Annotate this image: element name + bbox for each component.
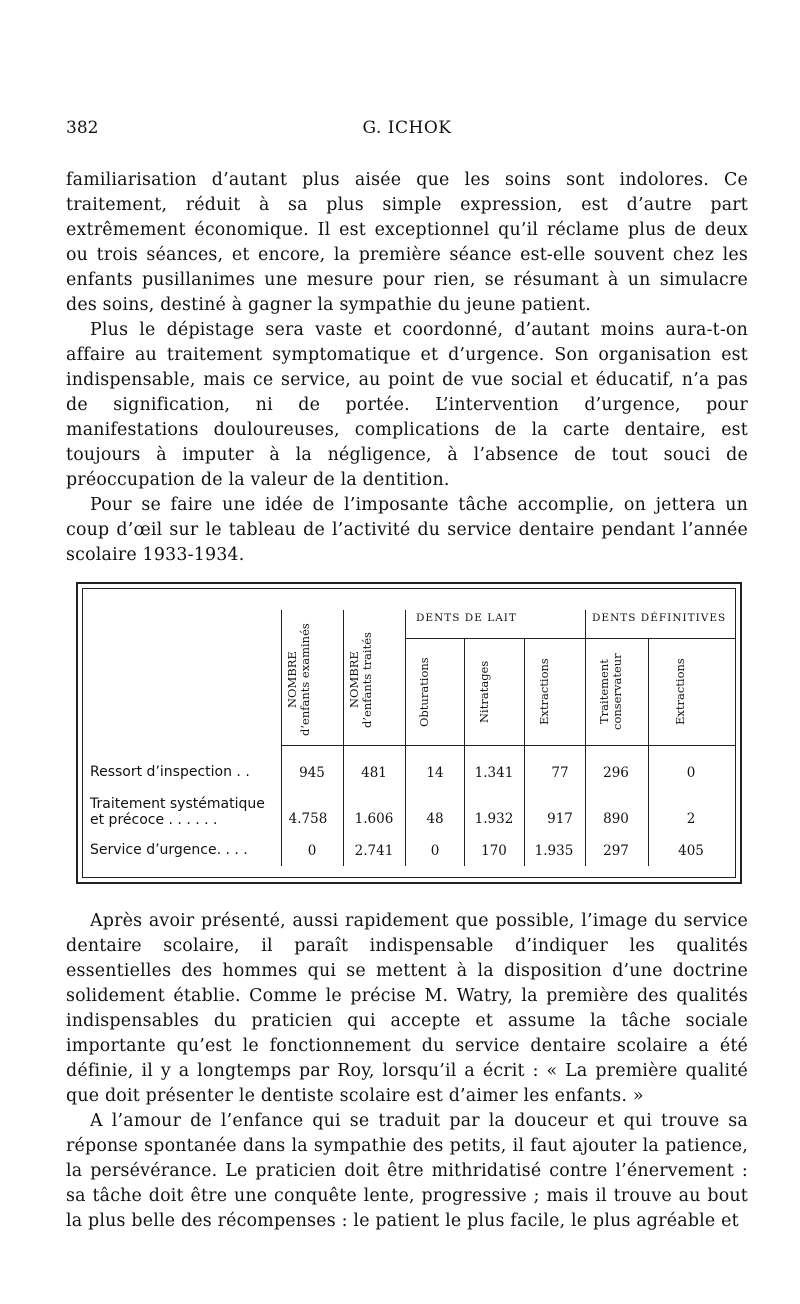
group-header-milk-teeth: DENTS DE LAIT (416, 612, 517, 624)
subheader-obturations: Obturations (417, 657, 431, 727)
subheader-extractions-milk: Extractions (537, 658, 551, 726)
table-cell: 945 (299, 765, 325, 781)
paragraph: A l’amour de l’enfance qui se traduit par la douceur et qui trouve sa réponse spontanée dans la sympathie des petits, il faut ajouter la patience, la persévérance. Le praticien doit être mithridatisé contre l’énervement : sa tâche doit être une conquête lente, progressive ; mais il trouve au bout la plus belle des récompenses : le patient le plus facile, le plus agréable et (66, 1111, 748, 1231)
page-number: 382 (66, 118, 99, 138)
activity-table (76, 582, 742, 884)
table-cell: 0 (686, 765, 696, 781)
paragraph: Plus le dépistage sera vaste et coordonné, d’autant moins aura-t-on affaire au traitement symptomatique et d’urgence. Son organisation est indispensable, mais ce service, au point de vue social et éducatif, n’a pas de signification, ni de portée. L’intervention d’urgence, pour manifestations douloureuses, complications de la carte dentaire, est toujours à imputer à la négligence, à l’absence de tout souci de préoccupation de la valeur de la dentition. (66, 320, 748, 490)
page-header (66, 118, 748, 146)
table-cell: 0 (430, 843, 440, 859)
table-cell: 405 (678, 843, 704, 859)
row-label: Ressort d’inspection . . (90, 764, 250, 780)
subheader-nitratages: Nitratages (477, 660, 491, 724)
col-divider (343, 610, 344, 866)
row-label: Traitement systématique (90, 796, 265, 812)
table-cell: 48 (426, 811, 444, 827)
text-block-bottom (66, 909, 748, 1234)
col-divider (281, 610, 282, 866)
paragraph: Après avoir présenté, aussi rapidement que possible, l’image du service dentaire scolaire, il paraît indispensable d’indiquer les qualités essentielles des hommes qui se mettent à la disposition d’une doctrine solidement établie. Comme le précise M. Watry, la première des qualités indispensables du praticien qui accepte et assume la tâche sociale importante qu’est le fonctionnement du service dentaire scolaire a été définie, il y a longtemps par Roy, lorsqu’il a écrit : « La première qualité que doit présenter le dentiste scolaire est d’aimer les enfants. » (66, 911, 748, 1106)
subheader-line: Traitement (597, 659, 611, 725)
table-cell: 1.606 (354, 811, 394, 827)
table-cell: 2 (686, 811, 696, 827)
header-rule (281, 745, 735, 746)
table-cell: 481 (361, 765, 387, 781)
running-title: G. ICHOK (362, 118, 452, 138)
text-block-top (66, 168, 748, 568)
group-header-permanent-teeth: DENTS DÉFINITIVES (592, 612, 727, 624)
table-cell: 296 (603, 765, 629, 781)
paragraph: familiarisation d’autant plus aisée que les soins sont indolores. Ce traitement, réduit à sa plus simple expression, est d’autre part extrêmement économique. Il est exceptionnel qu’il réclame plus de deux ou trois séances, et encore, la première séance est-elle souvent chez les enfants pusillanimes une mesure pour rien, se résumant à un simulacre des soins, destiné à gagner la sympathie du jeune patient. (66, 170, 748, 315)
col-divider (648, 638, 649, 866)
col-header-line: NOMBRE (347, 651, 361, 709)
table-cell: 1.341 (474, 765, 514, 781)
subheader-conservative-treatment (598, 646, 638, 738)
col-divider (464, 638, 465, 866)
table-cell: 890 (603, 811, 629, 827)
subheader-extractions-permanent: Extractions (673, 658, 687, 726)
table-cell: 1.935 (534, 843, 574, 859)
col-divider (405, 610, 406, 866)
col-header-line: d’enfants traités (360, 632, 374, 728)
col-divider (585, 610, 586, 866)
col-header-line: d’enfants examinés (298, 623, 312, 737)
table-cell: 297 (603, 843, 629, 859)
col-header-line: NOMBRE (285, 651, 299, 709)
table-cell: 917 (547, 811, 573, 827)
col-header-examined (286, 620, 338, 740)
table-cell: 1.932 (474, 811, 514, 827)
table-cell: 170 (481, 843, 507, 859)
table-cell: 2.741 (354, 843, 394, 859)
col-divider (524, 638, 525, 866)
col-header-treated (348, 620, 400, 740)
row-label: Service d’urgence. . . . (90, 842, 248, 858)
table-cell: 0 (307, 843, 317, 859)
table-cell: 14 (426, 765, 444, 781)
paragraph: Pour se faire une idée de l’imposante tâche accomplie, on jettera un coup d’œil sur le tableau de l’activité du service dentaire pendant l’année scolaire 1933-1934. (66, 495, 748, 565)
table-cell: 4.758 (288, 811, 328, 827)
subheader-line: conservateur (610, 653, 624, 731)
row-label-continued: et précoce . . . . . . (90, 812, 218, 828)
group-rule (405, 638, 735, 639)
table-cell: 77 (551, 765, 569, 781)
